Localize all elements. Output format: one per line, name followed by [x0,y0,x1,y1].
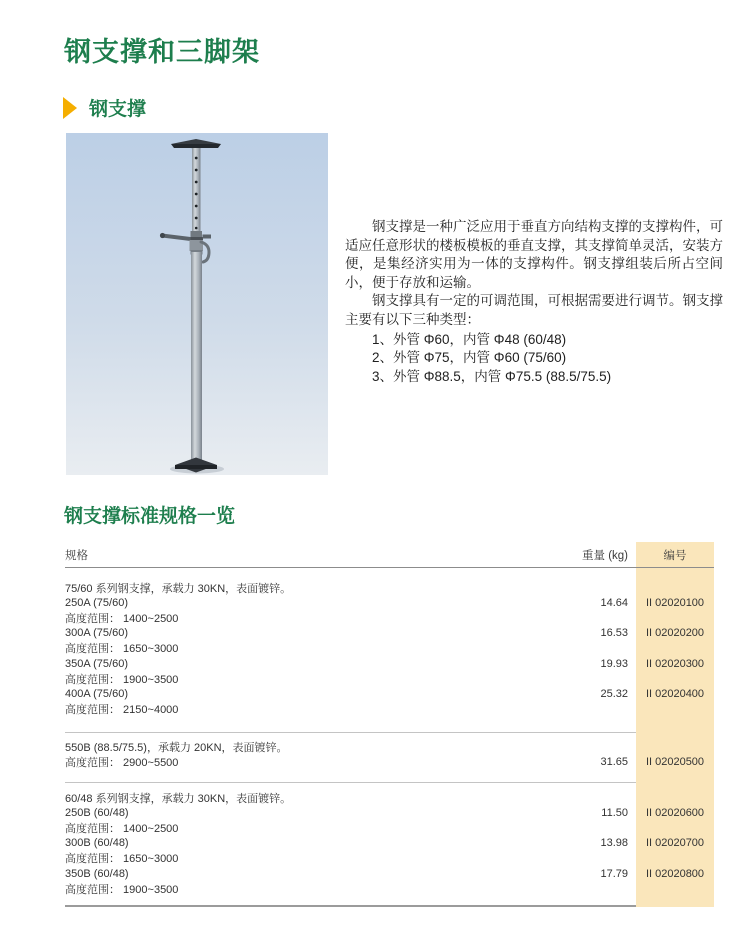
table-row-description [65,580,714,595]
table-row-range [65,881,714,896]
spec-cell: 300B (60/48) [65,837,129,850]
weight-cell: 19.93 [600,657,628,670]
code-cell: II 02020700 [645,837,705,850]
table-row-spec [65,686,714,701]
section-header [63,94,146,121]
spec-group [65,568,714,732]
header-spec: 规格 [65,549,88,562]
spec-cell: 300A (75/60) [65,627,128,640]
table-row-spec [65,866,714,881]
table-row-range [65,671,714,686]
spec-group [65,732,714,782]
code-cell: II 02020200 [645,627,705,640]
weight-cell: 31.65 [600,756,628,769]
steel-prop-product-photo [66,133,328,475]
intro-paragraph-2: 钢支撑具有一定的可调范围，可根据需要进行调节。钢支撑主要有以下三种类型： [345,293,723,327]
inner-tube [192,148,201,233]
header-weight: 重量 (kg) [582,549,628,562]
spec-cell: 400A (75/60) [65,687,128,700]
weight-cell: 17.79 [600,867,628,880]
spec-cell: 高度范围： 1400~2500 [65,612,179,625]
spec-cell: 250A (75/60) [65,596,128,609]
table-row-spec [65,656,714,671]
spec-cell: 250B (60/48) [65,806,129,819]
weight-cell: 16.53 [600,627,628,640]
table-row-spec [65,755,714,770]
table-header-row [65,542,714,568]
code-cell: II 02020500 [645,756,705,769]
table-row-range [65,820,714,835]
spec-cell: 350B (60/48) [65,867,129,880]
table-row-range [65,610,714,625]
prop-type-item: 3、外管 Φ88.5，内管 Φ75.5 (88.5/75.5) [372,368,612,384]
code-cell: II 02020600 [645,806,705,819]
spec-cell: 高度范围： 1900~3500 [65,883,179,896]
table-title: 钢支撑标准规格一览 [64,506,236,527]
spec-cell: 75/60 系列钢支撑，承载力 30KN，表面镀锌。 [65,582,292,595]
section-title: 钢支撑 [89,99,147,120]
page-title: 钢支撑和三脚架 [64,37,260,67]
table-row-description [65,740,714,755]
spec-cell: 高度范围： 1650~3000 [65,853,179,866]
spec-cell: 高度范围： 2150~4000 [65,704,179,717]
intro-text [345,218,723,387]
spec-cell: 550B (88.5/75.5)，承载力 20KN，表面镀锌。 [65,742,288,755]
spec-table [65,542,714,907]
prop-type-item: 1、外管 Φ60，内管 Φ48 (60/48) [372,331,567,347]
table-row-spec [65,836,714,851]
weight-cell: 13.98 [600,837,628,850]
weight-cell: 25.32 [600,687,628,700]
prop-type-item: 2、外管 Φ75，内管 Φ60 (75/60) [372,350,567,366]
weight-cell: 11.50 [601,806,628,819]
spec-cell: 高度范围： 1650~3000 [65,643,179,656]
code-cell: II 02020400 [645,687,705,700]
table-row-spec [65,595,714,610]
outer-tube [191,252,202,461]
code-cell: II 02020100 [645,596,705,609]
spec-table-groups [65,568,714,907]
table-row-spec [65,805,714,820]
arrow-right-icon [63,97,77,119]
spec-cell: 高度范围： 2900~5500 [65,757,179,770]
header-code: 编号 [663,549,687,562]
table-row-range [65,851,714,866]
table-row-range [65,702,714,717]
code-cell: II 02020800 [645,867,705,880]
table-row-range [65,641,714,656]
code-cell: II 02020300 [645,657,705,670]
intro-paragraph-1: 钢支撑是一种广泛应用于垂直方向结构支撑的支撑构件，可适应任意形状的楼板模板的垂直支撑，其支撑简单灵活，安装方便，是集经济实用为一体的支撑构件。钢支撑组装后所占空间小，便于存放和运输。 [345,219,723,290]
table-row-description [65,790,714,805]
spec-cell: 高度范围： 1900~3500 [65,673,179,686]
spec-cell: 高度范围： 1400~2500 [65,823,179,836]
spec-cell: 350A (75/60) [65,657,128,670]
table-row-spec [65,626,714,641]
weight-cell: 14.64 [600,596,628,609]
spec-cell: 60/48 系列钢支撑，承载力 30KN，表面镀锌。 [65,792,292,805]
prop-type-list [345,331,723,387]
spec-group [65,782,714,907]
